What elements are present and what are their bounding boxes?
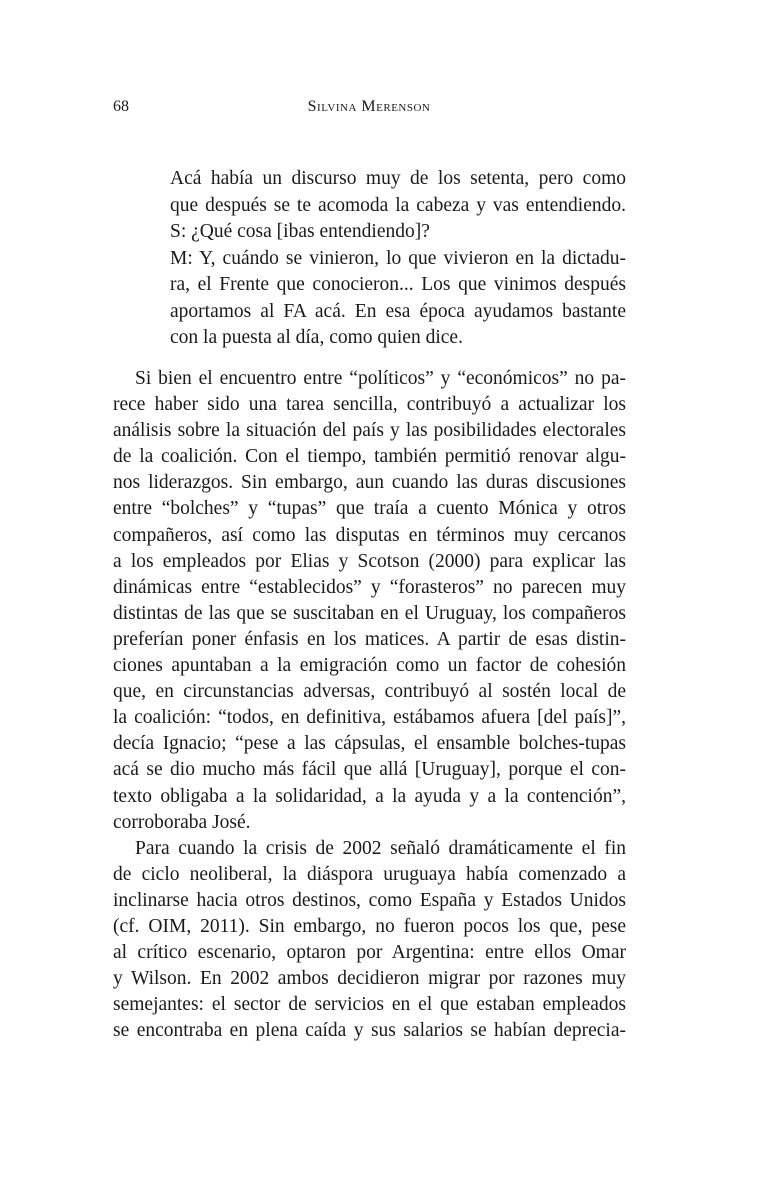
quote-line: aportamos al FA acá. En esa época ayudamos bastante	[170, 300, 626, 322]
quote-line: M: Y, cuándo se vinieron, lo que vivieron en la dictadu-	[170, 247, 626, 269]
text-line: semejantes: el sector de servicios en el que estaban empleados	[113, 994, 626, 1016]
text-line: ciones apuntaban a la emigración como un factor de cohesión	[113, 655, 626, 677]
text-line: rece haber sido una tarea sencilla, contribuyó a actualizar los	[113, 394, 626, 416]
text-line: Para cuando la crisis de 2002 señaló dramáticamente el fin	[135, 837, 626, 859]
text-line: decía Ignacio; “pese a las cápsulas, el ensamble bolches-tupas	[113, 733, 626, 755]
text-line: texto obligaba a la solidaridad, a la ayuda y a la contención”,	[113, 785, 626, 807]
text-line: la coalición: “todos, en definitiva, estábamos afuera [del país]”,	[113, 707, 626, 729]
body-text	[113, 366, 626, 1044]
quote-line: que después se te acomoda la cabeza y vas entendiendo.	[170, 194, 626, 216]
text-line: inclinarse hacia otros destinos, como España y Estados Unidos	[113, 889, 626, 911]
block-quote	[170, 166, 626, 352]
text-line: preferían poner énfasis en los matices. A partir de esas distin-	[113, 628, 626, 650]
text-line: que, en circunstancias adversas, contribuyó al sostén local de	[113, 681, 626, 703]
quote-line: S: ¿Qué cosa [ibas entendiendo]?	[170, 221, 430, 242]
quote-line: ra, el Frente que conocieron... Los que vinimos después	[170, 274, 626, 295]
text-line: compañeros, así como las disputas en términos muy cercanos	[113, 524, 626, 546]
text-line: a los empleados por Elias y Scotson (2000) para explicar las	[113, 550, 626, 572]
running-head-author: Silvina Merenson	[307, 98, 431, 115]
text-line: se encontraba en plena caída y sus salarios se habían deprecia-	[113, 1020, 626, 1042]
text-line: y Wilson. En 2002 ambos decidieron migrar por razones muy	[113, 968, 626, 990]
text-line: dinámicas entre “establecidos” y “forasteros” no parecen muy	[113, 576, 626, 598]
running-head	[113, 98, 625, 122]
text-line: distintas de las que se suscitaban en el Uruguay, los compañeros	[113, 602, 626, 624]
quote-line: Acá había un discurso muy de los setenta, pero como	[170, 168, 626, 189]
text-line: corroboraba José.	[113, 811, 251, 833]
text-line: de ciclo neoliberal, la diáspora uruguaya había comenzado a	[113, 863, 626, 885]
text-line: acá se dio mucho más fácil que allá [Uruguay], porque el con-	[113, 759, 626, 781]
text-line: entre “bolches” y “tupas” que traía a cuento Mónica y otros	[113, 498, 626, 520]
text-line: (cf. OIM, 2011). Sin embargo, no fueron pocos los que, pese	[113, 915, 626, 937]
page-number: 68	[113, 98, 129, 115]
text-line: de la coalición. Con el tiempo, también permitió renovar algu-	[113, 446, 626, 468]
quote-line: con la puesta al día, como quien dice.	[170, 327, 463, 348]
text-line: análisis sobre la situación del país y las posibilidades electorales	[113, 420, 626, 442]
text-line: al crítico escenario, optaron por Argentina: entre ellos Omar	[113, 942, 626, 964]
text-line: Si bien el encuentro entre “políticos” y “económicos” no pa-	[135, 368, 626, 389]
text-line: nos liderazgos. Sin embargo, aun cuando las duras discusiones	[113, 472, 626, 494]
